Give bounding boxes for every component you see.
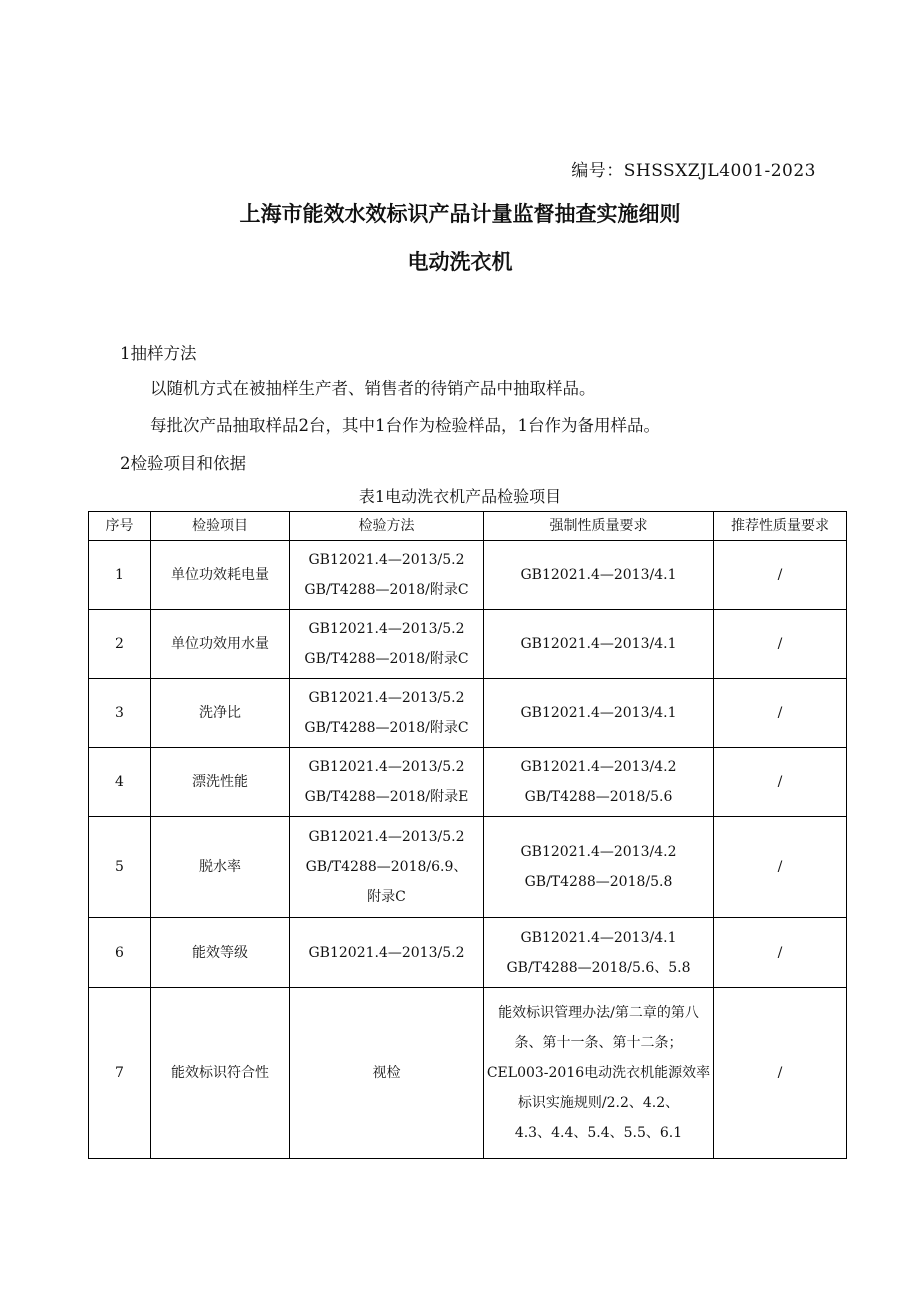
row-method: [290, 918, 484, 988]
row-mandatory-line: GB12021.4—2013/4.2: [520, 844, 677, 860]
row-mandatory-line: GB/T4288—2018/5.8: [524, 874, 673, 890]
document-subtitle: 电动洗衣机: [407, 250, 513, 274]
row-mandatory: [484, 918, 714, 988]
row-number: 5: [89, 817, 151, 918]
row-number: 6: [89, 918, 151, 988]
row-mandatory: [484, 610, 714, 679]
row-number: 4: [89, 748, 151, 817]
row-mandatory-line: GB12021.4—2013/4.1: [520, 636, 677, 652]
row-method-line: GB12021.4—2013/5.2: [308, 621, 465, 637]
row-method-line: GB/T4288—2018/附录C: [304, 582, 469, 598]
row-mandatory: [484, 541, 714, 610]
row-method-line: GB/T4288—2018/附录C: [304, 720, 469, 736]
row-method-line: GB/T4288—2018/6.9、: [305, 859, 468, 875]
section-1-paragraph-1: 以随机方式在被抽样生产者、销售者的待销产品中抽取样品。: [150, 379, 596, 398]
row-mandatory-line: 能效标识管理办法/第二章的第八: [498, 1005, 699, 1021]
table-header-row: [89, 512, 847, 541]
row-mandatory-line: GB/T4288—2018/5.6、5.8: [506, 959, 691, 976]
row-method-line: GB12021.4—2013/5.2: [308, 829, 465, 845]
table-row: [89, 541, 847, 610]
row-method: [290, 679, 484, 748]
table-row: [89, 748, 847, 817]
row-method: [290, 817, 484, 918]
row-recommended: /: [714, 817, 847, 918]
table-row: [89, 679, 847, 748]
row-mandatory-line: GB12021.4—2013/4.1: [520, 567, 677, 583]
row-method-line: GB12021.4—2013/5.2: [308, 552, 465, 568]
row-mandatory-line: 4.3、4.4、5.4、5.5、6.1: [514, 1125, 683, 1141]
row-mandatory-line: GB12021.4—2013/4.1: [520, 929, 677, 946]
table-row: [89, 988, 847, 1159]
row-number: 2: [89, 610, 151, 679]
row-method-line: 附录C: [367, 889, 406, 905]
document-title: 上海市能效水效标识产品计量监督抽查实施细则: [239, 202, 681, 226]
row-mandatory: [484, 748, 714, 817]
row-mandatory-line: CEL003-2016电动洗衣机能源效率: [486, 1065, 711, 1081]
row-method-line: GB12021.4—2013/5.2: [308, 759, 465, 775]
inspection-items-table: [88, 511, 847, 1159]
row-method-line: GB12021.4—2013/5.2: [308, 690, 465, 706]
row-number: 7: [89, 988, 151, 1159]
row-mandatory: [484, 679, 714, 748]
row-number: 3: [89, 679, 151, 748]
header-item: 检验项目: [151, 512, 290, 541]
table-row: [89, 817, 847, 918]
row-method: [290, 988, 484, 1159]
row-item: 漂洗性能: [151, 748, 290, 817]
row-recommended: /: [714, 748, 847, 817]
row-recommended: /: [714, 988, 847, 1159]
row-recommended: /: [714, 918, 847, 988]
row-item: 能效等级: [151, 918, 290, 988]
table-row: [89, 610, 847, 679]
row-method: [290, 748, 484, 817]
row-mandatory-line: GB12021.4—2013/4.1: [520, 705, 677, 721]
row-recommended: /: [714, 610, 847, 679]
section-1-paragraph-2: 每批次产品抽取样品2台，其中1台作为检验样品，1台作为备用样品。: [150, 416, 660, 435]
row-item: 脱水率: [151, 817, 290, 918]
document-code: 编号：SHSSXZJL4001-2023: [571, 161, 816, 181]
table-caption: 表1电动洗衣机产品检验项目: [358, 487, 562, 506]
row-item: 洗净比: [151, 679, 290, 748]
row-mandatory: [484, 988, 714, 1159]
row-mandatory: [484, 817, 714, 918]
row-recommended: /: [714, 679, 847, 748]
row-item: 单位功效耗电量: [151, 541, 290, 610]
header-mandatory: 强制性质量要求: [484, 512, 714, 541]
row-number: 1: [89, 541, 151, 610]
header-method: 检验方法: [290, 512, 484, 541]
row-method-line: GB/T4288—2018/附录E: [304, 789, 469, 805]
section-2-heading: 2检验项目和依据: [120, 454, 246, 473]
header-recommended: 推荐性质量要求: [714, 512, 847, 541]
section-1-heading: 1抽样方法: [120, 344, 197, 363]
table-row: [89, 918, 847, 988]
row-method: [290, 541, 484, 610]
row-mandatory-line: GB/T4288—2018/5.6: [524, 789, 673, 805]
header-no: 序号: [89, 512, 151, 541]
row-method-line: GB/T4288—2018/附录C: [304, 651, 469, 667]
row-item: 能效标识符合性: [151, 988, 290, 1159]
row-method-line: 视检: [372, 1065, 401, 1081]
row-method: [290, 610, 484, 679]
row-method-line: GB12021.4—2013/5.2: [308, 944, 465, 961]
row-item: 单位功效用水量: [151, 610, 290, 679]
row-recommended: /: [714, 541, 847, 610]
row-mandatory-line: 条、第十一条、第十二条；: [514, 1035, 683, 1051]
row-mandatory-line: 标识实施规则/2.2、4.2、: [517, 1095, 680, 1111]
row-mandatory-line: GB12021.4—2013/4.2: [520, 759, 677, 775]
